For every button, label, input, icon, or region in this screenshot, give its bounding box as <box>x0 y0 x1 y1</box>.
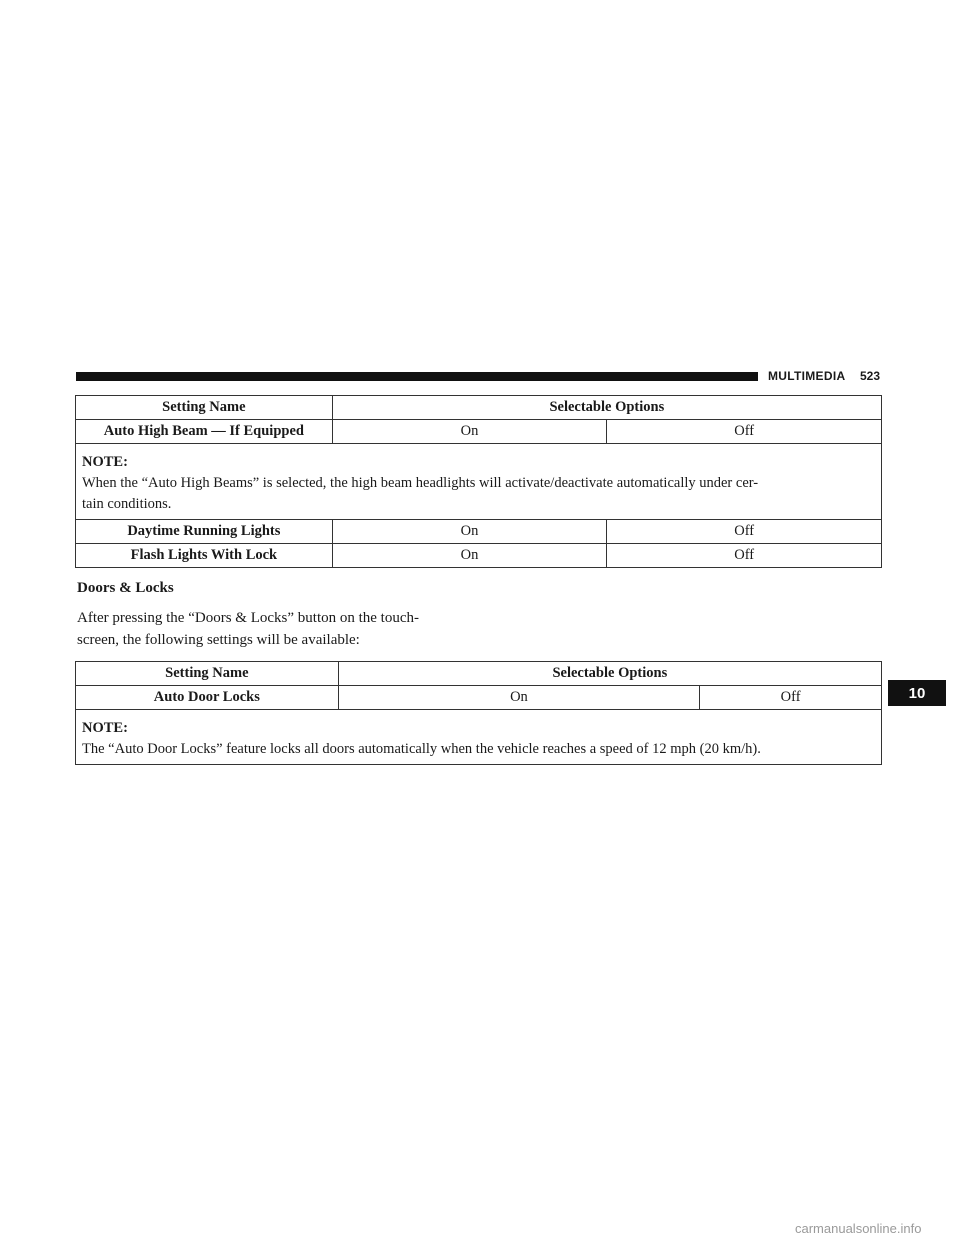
option-off: Off <box>700 686 882 710</box>
table-row <box>76 420 882 444</box>
note-cell <box>76 444 882 520</box>
note-text-line1: When the “Auto High Beams” is selected, the high beam headlights will activate/deactivate automatically under cer- <box>82 475 759 491</box>
note-text: The “Auto Door Locks” feature locks all doors automatically when the vehicle reaches a speed of 12 mph (20 km/h). <box>82 741 761 757</box>
option-on: On <box>338 686 700 710</box>
intro-line2: screen, the following settings will be available: <box>77 632 360 648</box>
section-heading: Doors & Locks <box>77 580 174 596</box>
column-header-selectable-options: Selectable Options <box>338 662 881 686</box>
table-row <box>76 544 882 568</box>
option-on: On <box>332 420 607 444</box>
chapter-tab: 10 <box>888 680 946 706</box>
table-header-row <box>76 662 882 686</box>
setting-name: Auto High Beam — If Equipped <box>76 420 333 444</box>
intro-line1: After pressing the “Doors & Locks” button on the touch- <box>77 610 420 626</box>
note-label: NOTE: <box>82 720 128 736</box>
table-row <box>76 520 882 544</box>
watermark-text: carmanualsonline.info <box>795 1221 922 1236</box>
doors-locks-settings-table <box>75 661 882 765</box>
setting-name: Flash Lights With Lock <box>76 544 333 568</box>
lights-settings-table <box>75 395 882 568</box>
section-title: MULTIMEDIA <box>768 369 846 383</box>
option-on: On <box>332 520 607 544</box>
intro-paragraph <box>77 607 497 651</box>
option-on: On <box>332 544 607 568</box>
page-number: 523 <box>860 369 881 383</box>
column-header-selectable-options: Selectable Options <box>332 396 881 420</box>
note-text-line2: tain conditions. <box>82 496 172 512</box>
column-header-setting-name: Setting Name <box>76 396 333 420</box>
table-row <box>76 686 882 710</box>
note-row <box>76 710 882 765</box>
note-label: NOTE: <box>82 454 128 470</box>
note-cell <box>76 710 882 765</box>
option-off: Off <box>607 544 882 568</box>
table-header-row <box>76 396 882 420</box>
note-row <box>76 444 882 520</box>
setting-name: Auto Door Locks <box>76 686 339 710</box>
header-rule <box>76 372 758 381</box>
column-header-setting-name: Setting Name <box>76 662 339 686</box>
option-off: Off <box>607 520 882 544</box>
setting-name: Daytime Running Lights <box>76 520 333 544</box>
option-off: Off <box>607 420 882 444</box>
